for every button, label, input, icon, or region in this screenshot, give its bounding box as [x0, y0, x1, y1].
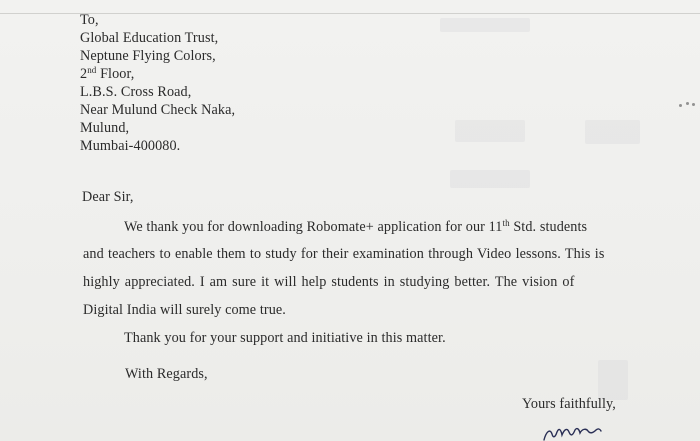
body-line-1-text: We thank you for downloading Robomate+ application for our 11 [124, 219, 503, 235]
ordinal-suffix: th [502, 218, 510, 228]
scan-edge-line [0, 13, 700, 14]
address-line: Near Mulund Check Naka, [80, 102, 236, 118]
thanks-line: Thank you for your support and initiative in this matter. [124, 330, 446, 346]
body-line-3: highly appreciated. I am sure it will help students in studying better. The vision of [83, 274, 575, 290]
dust-speck [686, 102, 689, 105]
closing: Yours faithfully, [522, 396, 616, 412]
bleed-through-mark [585, 120, 640, 144]
address-line: L.B.S. Cross Road, [80, 84, 192, 100]
signature-mark [540, 418, 610, 441]
address-line: Mumbai-400080. [80, 138, 181, 154]
address-to: To, [80, 12, 99, 28]
body-line-1 [124, 219, 587, 235]
address-line: Neptune Flying Colors, [80, 48, 216, 64]
body-line-1-tail: Std. students [509, 219, 588, 235]
bleed-through-mark [598, 360, 628, 400]
floor-suffix: nd [87, 65, 97, 75]
address-line: Global Education Trust, [80, 30, 219, 46]
dust-speck [679, 104, 682, 107]
body-line-4: Digital India will surely come true. [83, 302, 286, 318]
bleed-through-mark [440, 18, 530, 32]
floor-number: 2 [80, 66, 88, 82]
regards: With Regards, [125, 366, 208, 382]
address-line: Mulund, [80, 120, 130, 136]
floor-label: Floor, [100, 66, 135, 82]
body-line-2: and teachers to enable them to study for their examination through Video lessons. This is [83, 246, 605, 262]
bleed-through-mark [450, 170, 530, 188]
greeting: Dear Sir, [82, 189, 134, 205]
bleed-through-mark [455, 120, 525, 142]
address-line-floor [80, 66, 134, 82]
dust-speck [692, 103, 695, 106]
